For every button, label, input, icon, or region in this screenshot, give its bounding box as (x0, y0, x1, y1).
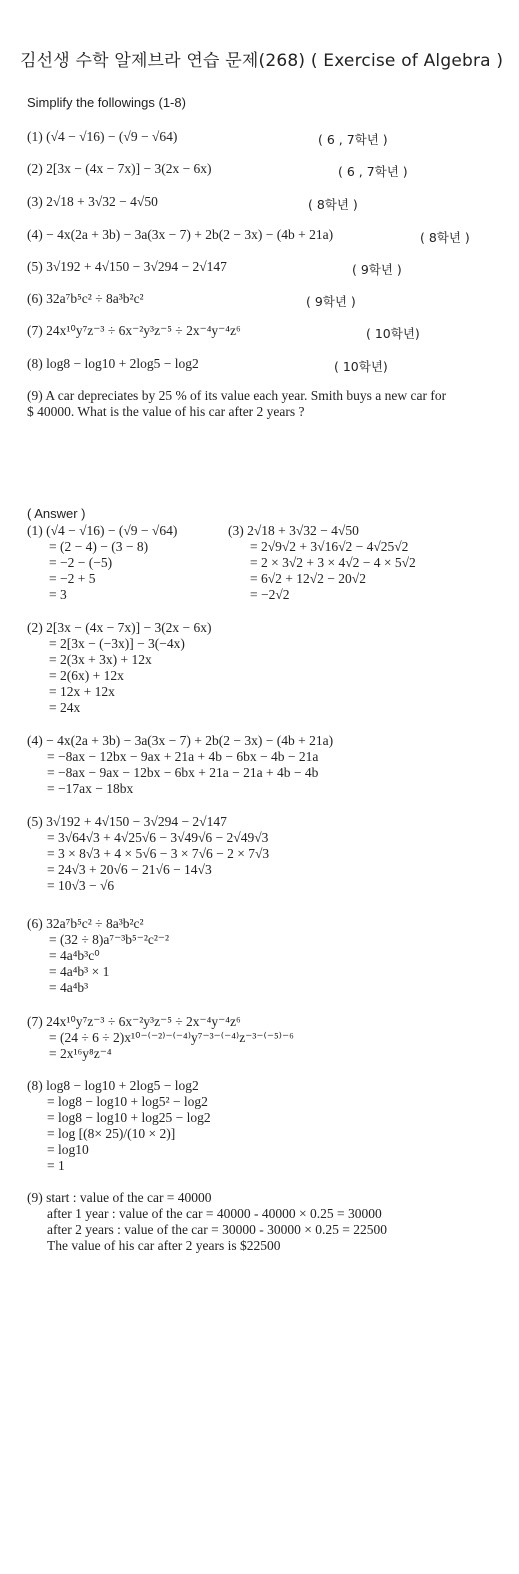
problem-1-grade: ( 6 , 7학년 ) (318, 132, 388, 147)
problem-2: (2) 2[3x − (4x − 7x)] − 3(2x − 6x) (27, 161, 212, 176)
answer-1: (1) (√4 − √16) − (√9 − √64) = (2 − 4) − (3 − 8) = −2 − (−5) = −2 + 5 = 3 (27, 523, 178, 602)
page-title: 김선생 수학 알제브라 연습 문제(268) ( Exercise of Algebra ) (20, 51, 504, 71)
answer-9: (9) start : value of the car = 40000 after 1 year : value of the car = 40000 - 40000 × 0.25 = 30000 after 2 years : value of the car = 30000 - 30000 × 0.25 = 22500 The value of his car after 2 years is $22500 (27, 1190, 387, 1253)
problem-8-grade: ( 10학년) (334, 359, 388, 374)
problem-5: (5) 3√192 + 4√150 − 3√294 − 2√147 (27, 259, 227, 274)
answer-6: (6) 32a⁷b⁵c² ÷ 8a³b²c² = (32 ÷ 8)a⁷⁻³b⁵⁻²c²⁻² = 4a⁴b³c⁰ = 4a⁴b³ × 1 = 4a⁴b³ (27, 916, 170, 995)
word-problem: (9) A car depreciates by 25 % of its value each year. Smith buys a new car for $ 40000. What is the value of his car after 2 years ? (27, 388, 447, 419)
section-heading: Simplify the followings (1-8) (27, 95, 186, 110)
answer-5: (5) 3√192 + 4√150 − 3√294 − 2√147 = 3√64√3 + 4√25√6 − 3√49√6 − 2√49√3 = 3 × 8√3 + 4 × 5√6 − 3 × 7√6 − 2 × 7√3 = 24√3 + 20√6 − 21√6 − 14√3 = 10√3 − √6 (27, 814, 270, 893)
problem-1: (1) (√4 − √16) − (√9 − √64) (27, 129, 178, 144)
answer-heading: ( Answer ) (27, 506, 86, 521)
problem-7-grade: ( 10학년) (366, 326, 420, 341)
problem-3: (3) 2√18 + 3√32 − 4√50 (27, 194, 158, 209)
problem-7: (7) 24x¹⁰y⁷z⁻³ ÷ 6x⁻²y³z⁻⁵ ÷ 2x⁻⁴y⁻⁴z⁶ (27, 323, 241, 338)
answer-8: (8) log8 − log10 + 2log5 − log2 = log8 − log10 + log5² − log2 = log8 − log10 + log25 − log2 = log [(8× 25)/(10 × 2)] = log10 = 1 (27, 1078, 211, 1173)
problem-4: (4) − 4x(2a + 3b) − 3a(3x − 7) + 2b(2 − 3x) − (4b + 21a) (27, 227, 334, 242)
problem-8: (8) log8 − log10 + 2log5 − log2 (27, 356, 199, 371)
problem-5-grade: ( 9학년 ) (352, 262, 402, 277)
answer-2: (2) 2[3x − (4x − 7x)] − 3(2x − 6x) = 2[3x − (−3x)] − 3(−4x) = 2(3x + 3x) + 12x = 2(6x) + 12x = 12x + 12x = 24x (27, 620, 212, 715)
problem-3-grade: ( 8학년 ) (308, 197, 358, 212)
answer-4: (4) − 4x(2a + 3b) − 3a(3x − 7) + 2b(2 − 3x) − (4b + 21a) = −8ax − 12bx − 9ax + 21a + 4b − 6bx − 4b − 21a = −8ax − 9ax − 12bx − 6bx + 21a − 21a + 4b − 4b = −17ax − 18bx (27, 733, 334, 796)
problem-6: (6) 32a⁷b⁵c² ÷ 8a³b²c² (27, 291, 144, 306)
answer-7: (7) 24x¹⁰y⁷z⁻³ ÷ 6x⁻²y³z⁻⁵ ÷ 2x⁻⁴y⁻⁴z⁶ = (24 ÷ 6 ÷ 2)x¹⁰⁻⁽⁻²⁾⁻⁽⁻⁴⁾y⁷⁻³⁻⁽⁻⁴⁾z⁻³⁻⁽⁻⁵⁾⁻⁶ = 2x¹⁶y⁸z⁻⁴ (27, 1014, 294, 1061)
problem-2-grade: ( 6 , 7학년 ) (338, 164, 408, 179)
problem-4-grade: ( 8학년 ) (420, 230, 470, 245)
answer-3: (3) 2√18 + 3√32 − 4√50 = 2√9√2 + 3√16√2 − 4√25√2 = 2 × 3√2 + 3 × 4√2 − 4 × 5√2 = 6√2 + 12√2 − 20√2 = −2√2 (228, 523, 416, 602)
problem-6-grade: ( 9학년 ) (306, 294, 356, 309)
